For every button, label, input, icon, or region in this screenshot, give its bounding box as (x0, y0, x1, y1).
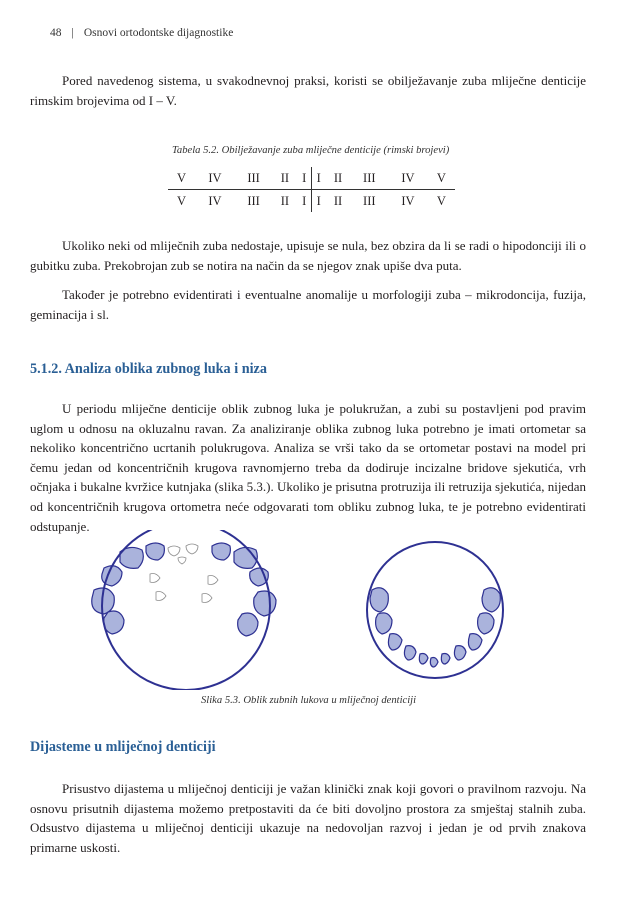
table-cell: I (297, 190, 311, 213)
page-number: 48 (50, 27, 62, 39)
tooth-icon (482, 588, 500, 612)
table-cell: IV (401, 193, 415, 208)
subheading: Dijasteme u mliječnoj denticiji (30, 739, 216, 755)
tooth-icon (388, 634, 402, 650)
tooth-icon (454, 646, 466, 660)
table-cell: V (428, 167, 455, 190)
table-cell: III (351, 167, 389, 190)
table-row-lower (168, 190, 455, 213)
tooth-outline (186, 544, 198, 554)
tooth-outline (168, 546, 180, 556)
header-section-title: Osnovi ortodontske dijagnostike (83, 27, 234, 39)
table-cell: I (297, 167, 311, 190)
diastema-paragraph: Prisustvo dijastema u mliječnoj denticiji je važan klinički znak koji govori o pravilnom razvoju. Na osnovu prisutnih dijastema možemo pretpostaviti da će biti dovoljno prostora za smještaj stalnih zuba. Odsustvo dijastema u mliječnoj denticiji ukazuje na nedovoljan razvoj i jedan je od prvih znakova primarne uskosti. (30, 781, 586, 855)
tooth-outline (202, 594, 212, 603)
table-cell: I (316, 193, 321, 208)
header-separator: | (71, 27, 74, 39)
table-cell: II (280, 193, 290, 208)
tooth-outline (150, 574, 160, 583)
table-cell: I (311, 167, 325, 190)
table-row-upper (168, 167, 455, 190)
figure-caption: Slika 5.3. Oblik zubnih lukova u mliječnoj denticiji (201, 695, 417, 706)
tooth-icon (238, 613, 258, 636)
table-cell: IV (195, 167, 235, 190)
tooth-outline (178, 557, 186, 564)
tooth-icon (441, 654, 450, 665)
tooth-outline (208, 576, 218, 585)
table-cell: IV (208, 193, 222, 208)
table-caption: Tabela 5.2. Obilježavanje zuba mliječne denticije (rimski brojevi) (172, 145, 450, 156)
right-arch-teeth (370, 588, 500, 667)
table-cell: III (247, 193, 260, 208)
tooth-icon (419, 654, 428, 665)
table-cell: V (168, 167, 195, 190)
tooth-icon (404, 646, 416, 660)
intro-paragraph: Pored navedenog sistema, u svakodnevnoj praksi, koristi se obilježavanje zuba mliječne denticije rimskim brojevima od I – V. (30, 73, 586, 108)
tooth-icon (478, 613, 494, 634)
tooth-outline (156, 592, 166, 601)
dental-arch-figure (90, 530, 510, 690)
tooth-icon (370, 588, 388, 612)
tooth-icon (468, 634, 482, 650)
table-cell: II (325, 167, 350, 190)
section-heading: 5.1.2. Analiza oblika zubnog luka i niza (30, 361, 267, 377)
section-paragraph: U periodu mliječne denticije oblik zubnog luka je polukružan, a zubi su postavljeni pod pravim uglom u odnosu na okluzalnu ravan. Za analiziranje oblika zubnog luka potrebno je imati ortometar sa nekoliko koncentrično ucrtanih polukrugova. Analiza se vrši tako da se ortometar postavi na model pri čemu jedan od koncentričnih krugova ravnomjerno treba da dodiruje incizalne bridove sjekutića, vrh očnjaka i bukalne kvržice kutnjaka (slika 5.3.). Ukoliko je prisutna protruzija ili retruzija sjekutića, nijedan od koncentričnih krugova ortometra neće odgovarati tom obliku zubnog luka, te je potrebno evidentirati odstupanje. (30, 401, 586, 534)
table-cell: IV (388, 167, 428, 190)
table-cell: II (272, 167, 297, 190)
table-cell: III (235, 167, 273, 190)
tooth-icon (212, 543, 230, 560)
table-cell: V (177, 193, 187, 208)
table-cell: III (363, 193, 376, 208)
table-cell: V (436, 193, 446, 208)
tooth-icon (254, 591, 276, 616)
tooth-icon (104, 611, 124, 634)
table-cell: II (333, 193, 343, 208)
tooth-icon (430, 658, 438, 668)
anomalies-paragraph: Također je potrebno evidentirati i eventualne anomalije u morfologiji zuba – mikrodoncija, fuzija, geminacija i sl. (30, 287, 586, 322)
roman-numeral-table (168, 167, 455, 212)
dental-arch-illustration (90, 530, 510, 690)
running-header (50, 27, 233, 39)
tooth-icon (146, 543, 164, 560)
tooth-icon (376, 613, 392, 634)
missing-teeth-paragraph: Ukoliko neki od mliječnih zuba nedostaje, upisuje se nula, bez obzira da li se radi o hipodonciji ili o gubitku zuba. Prekobrojan zub se notira na način da se njegov znak upiše dva puta. (30, 238, 586, 273)
